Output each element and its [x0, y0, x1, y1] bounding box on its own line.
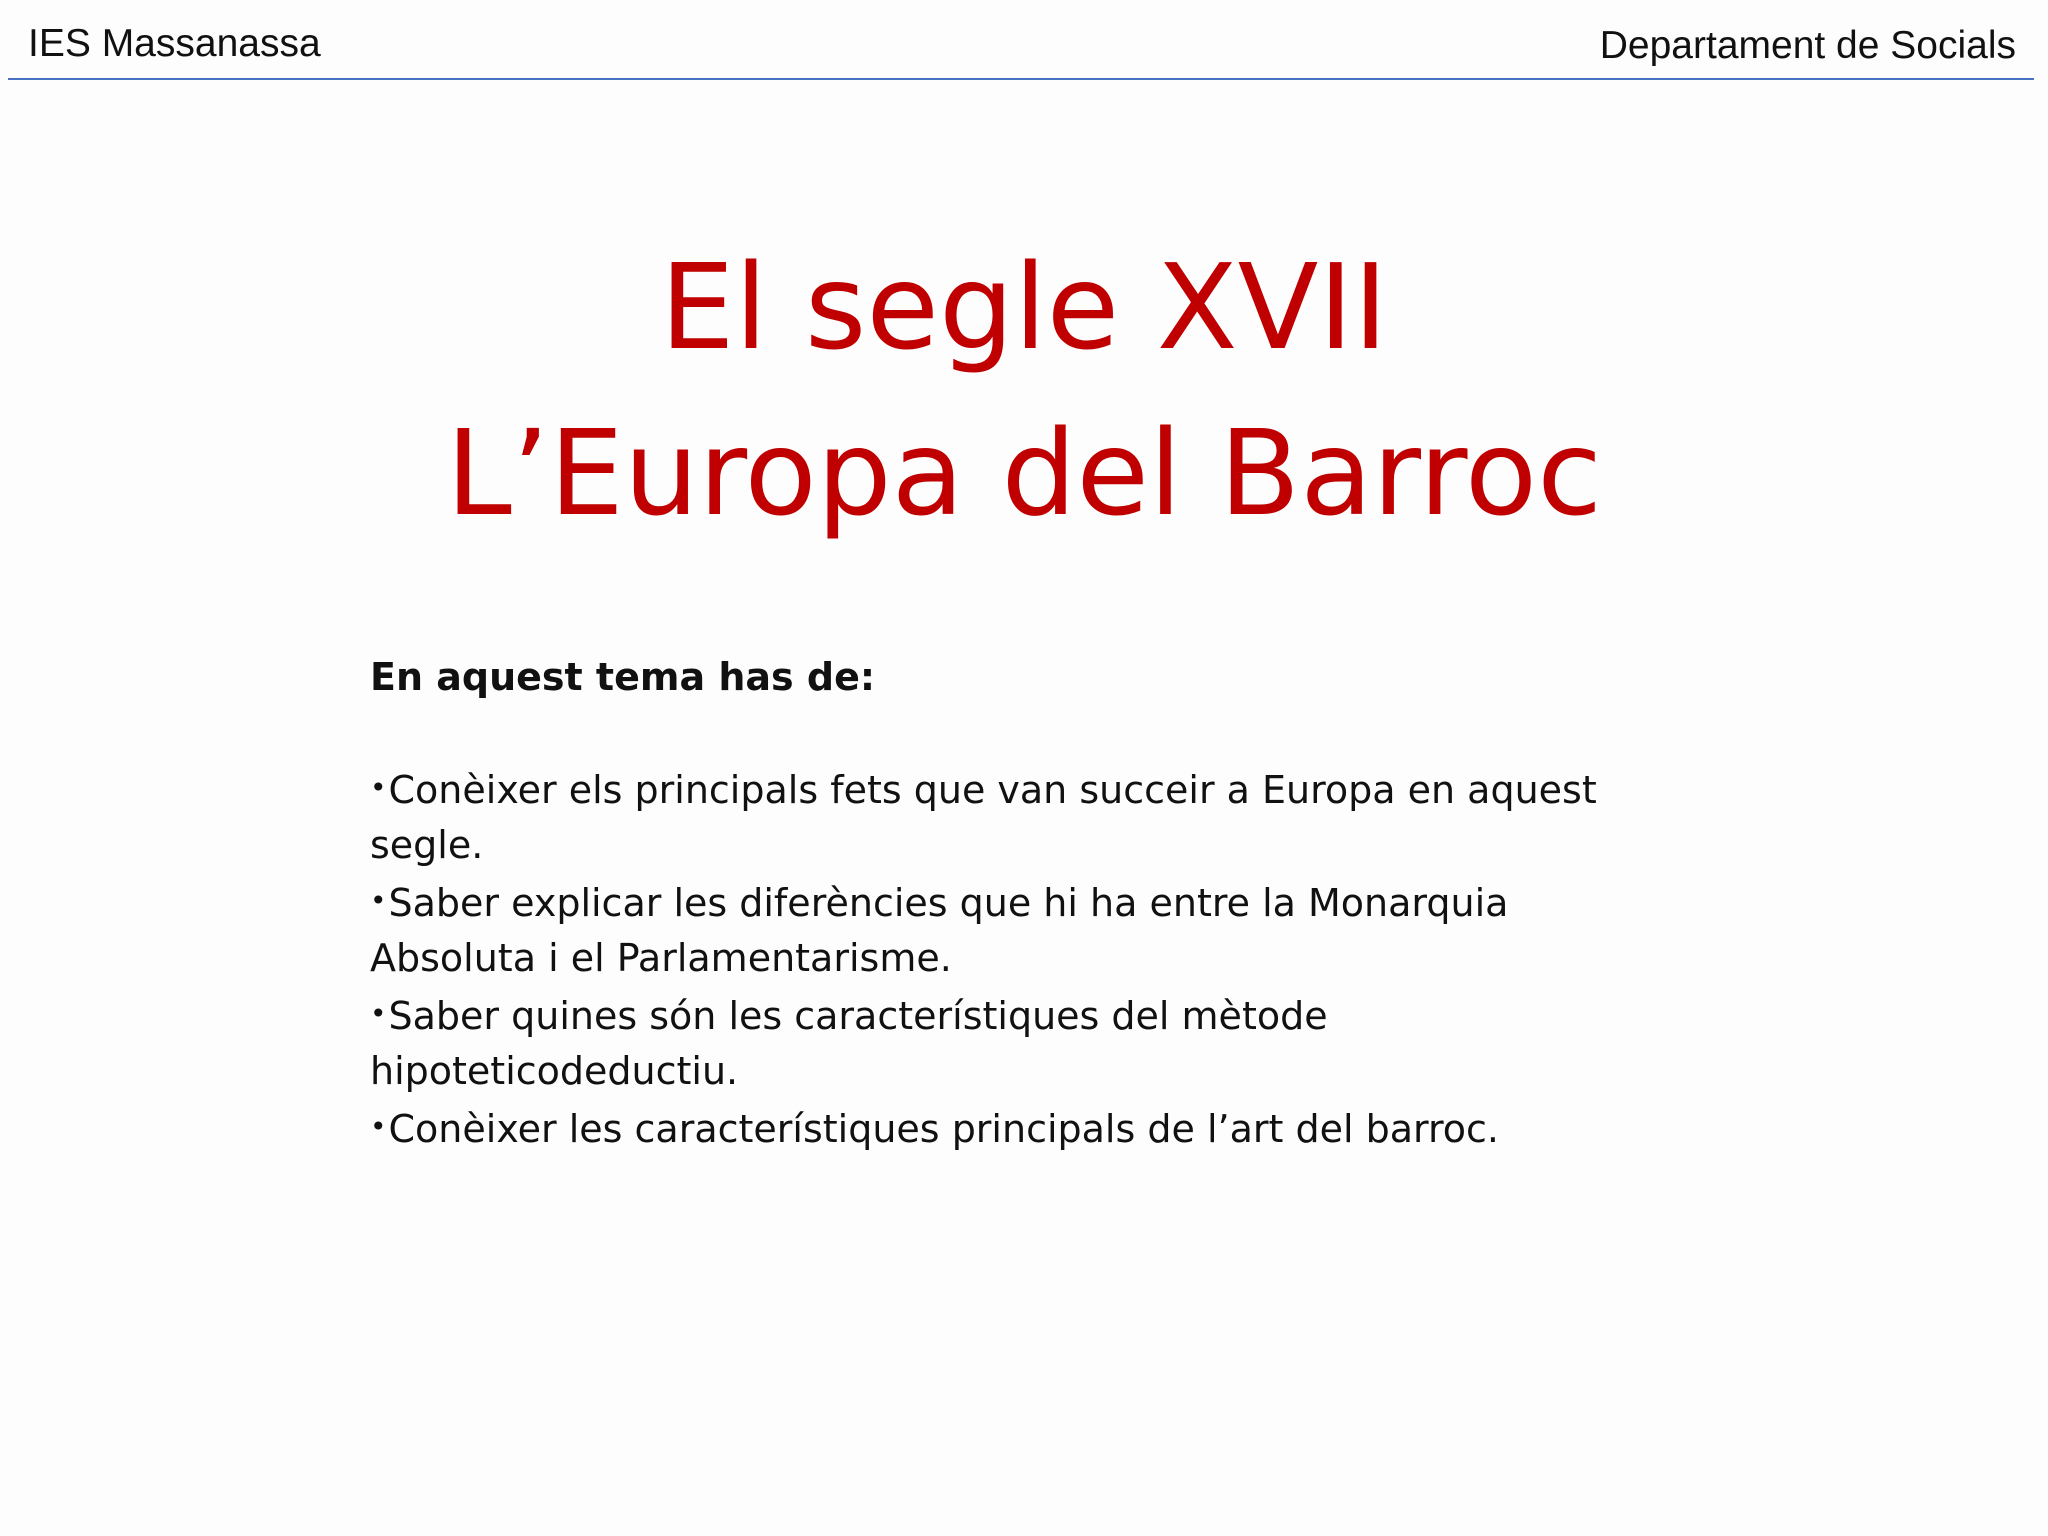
objectives-section: [370, 650, 1670, 1157]
bullet-icon: •: [370, 1110, 387, 1143]
school-name: IES Massanassa: [28, 22, 321, 65]
objective-text: Conèixer els principals fets que van succeir a Europa en aquest segle.: [370, 768, 1597, 867]
objectives-list: [370, 760, 1670, 1157]
objective-item: [370, 1099, 1670, 1157]
objective-item: [370, 873, 1670, 986]
objective-text: Saber quines són les característiques del mètode hipoteticodeductiu.: [370, 994, 1328, 1093]
bullet-icon: •: [370, 884, 387, 917]
objective-text: Saber explicar les diferències que hi ha entre la Monarquia Absoluta i el Parlamentarisme.: [370, 881, 1509, 980]
objective-text: Conèixer les característiques principals de l’art del barroc.: [388, 1107, 1499, 1151]
department-name: Departament de Socials: [1599, 24, 2016, 67]
slide-title-line-1: El segle XVII: [660, 238, 1388, 376]
page-header: [8, 0, 2034, 80]
bullet-icon: •: [370, 771, 387, 804]
objective-item: [370, 986, 1670, 1099]
slide-title-line-2: L’Europa del Barroc: [446, 404, 1602, 542]
objectives-intro: En aquest tema has de:: [370, 655, 876, 699]
objective-item: [370, 760, 1670, 873]
bullet-icon: •: [370, 997, 387, 1030]
